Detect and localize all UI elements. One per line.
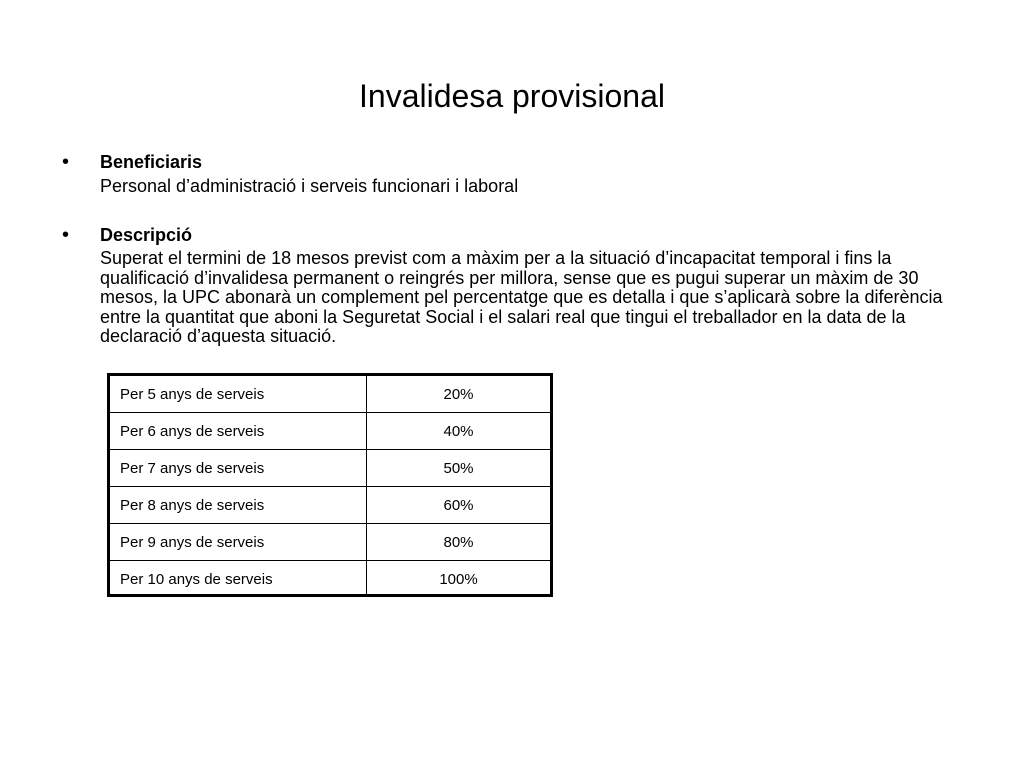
table-cell-value: 50% (367, 450, 551, 487)
table-row (110, 524, 550, 561)
table-cell-value: 80% (367, 524, 551, 561)
table-row (110, 487, 550, 524)
section-heading-beneficiaris: Beneficiaris (100, 152, 203, 172)
section-heading-descripcio: Descripció (100, 225, 193, 245)
table-cell-label: Per 6 anys de serveis (110, 413, 367, 450)
section-text-descripcio: Superat el termini de 18 mesos previst com a màxim per a la situació d’incapacitat temporal i fins la qualificació d’invalidesa permanent o reingrés per millora, sense que es pugui superar un màxim de 30 mesos, la UPC abonarà un complement pel percentatge que es detalla i que s’aplicarà sobre la diferència entre la quantitat que aboni la Seguretat Social i el salari real que tingui el treballador en la data de la declaració d’aquesta situació. (100, 248, 943, 346)
percentage-table-grid (110, 376, 550, 597)
table-row (110, 561, 550, 598)
bullet-marker: • (62, 151, 70, 173)
table-cell-value: 20% (367, 376, 551, 413)
table-cell-value: 40% (367, 413, 551, 450)
table-cell-value: 100% (367, 561, 551, 598)
bullet-marker: • (62, 224, 70, 246)
table-cell-label: Per 10 anys de serveis (110, 561, 367, 598)
slide-title: Invalidesa provisional (359, 78, 665, 114)
table-row (110, 450, 550, 487)
table-cell-value: 60% (367, 487, 551, 524)
table-row (110, 376, 550, 413)
section-text-beneficiaris: Personal d’administració i serveis funcionari i laboral (100, 176, 519, 196)
table-cell-label: Per 5 anys de serveis (110, 376, 367, 413)
percentage-table (107, 373, 553, 597)
table-cell-label: Per 9 anys de serveis (110, 524, 367, 561)
table-row (110, 413, 550, 450)
table-cell-label: Per 8 anys de serveis (110, 487, 367, 524)
table-cell-label: Per 7 anys de serveis (110, 450, 367, 487)
